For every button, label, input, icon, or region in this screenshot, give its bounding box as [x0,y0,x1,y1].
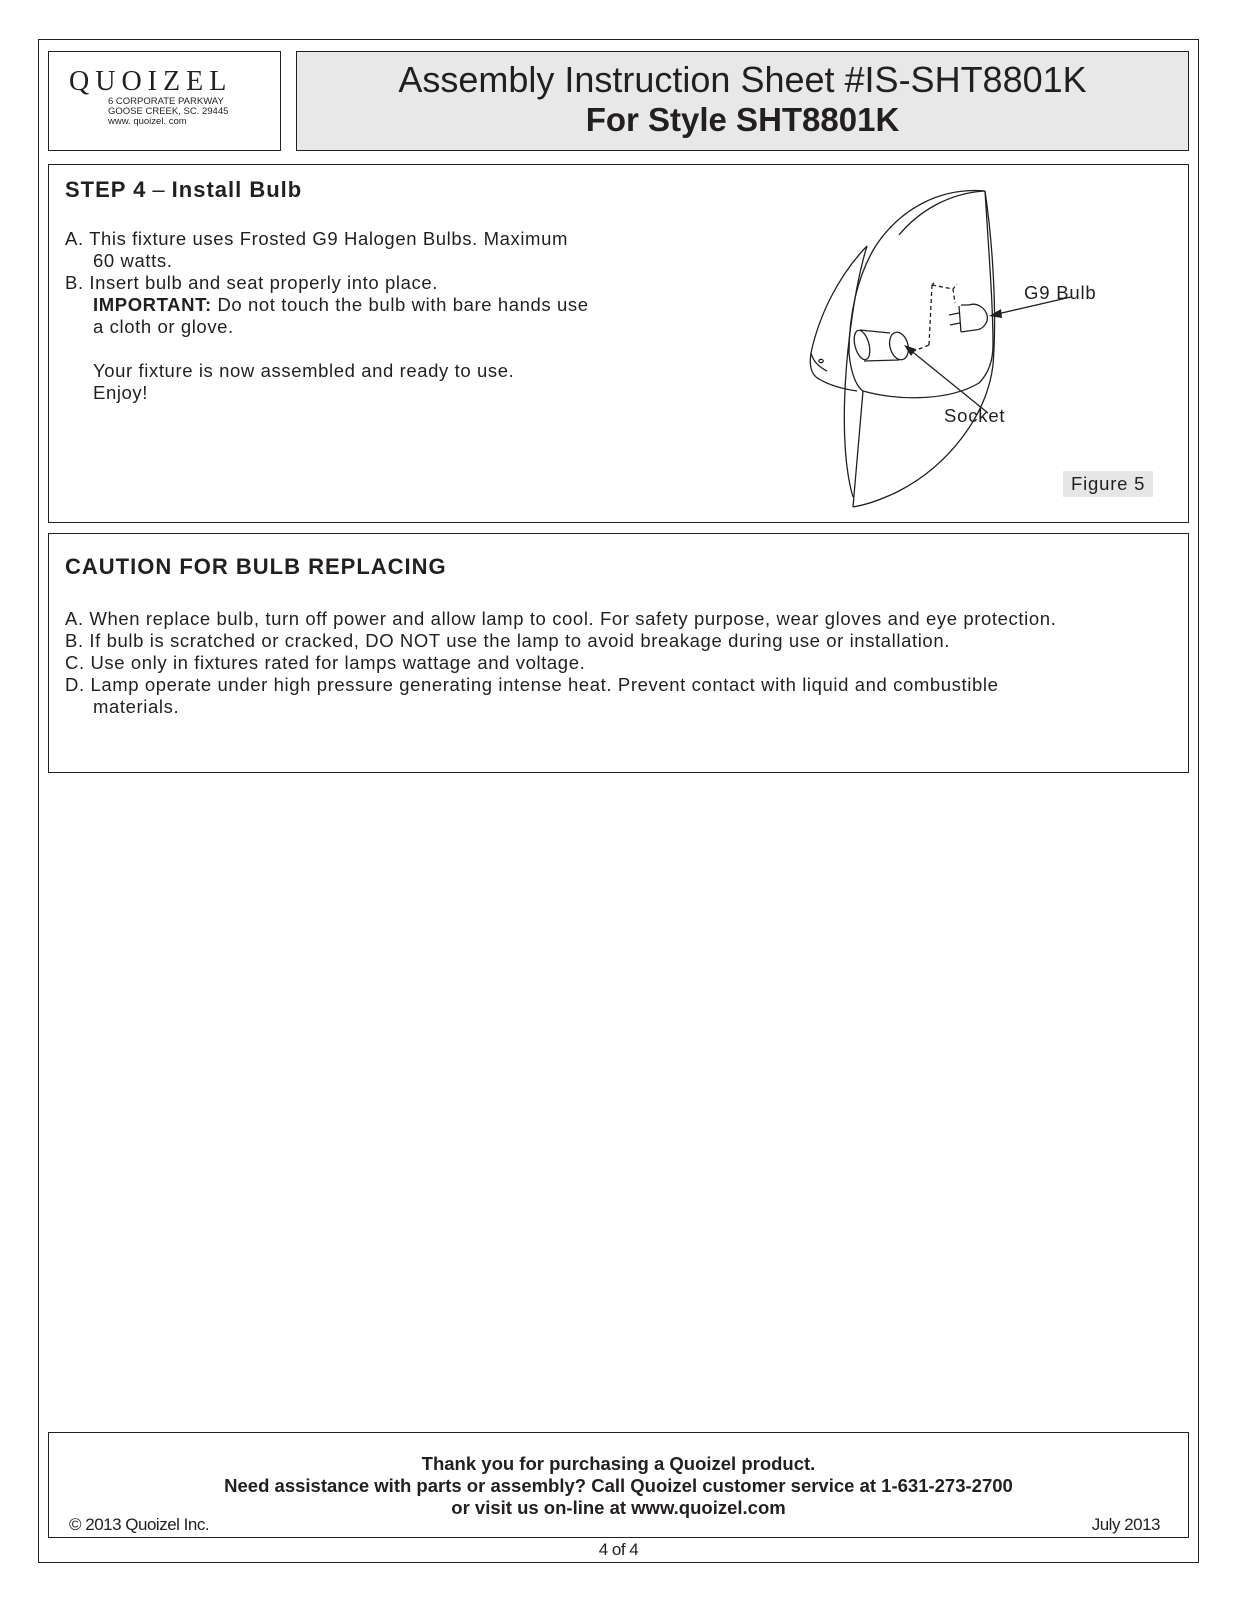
important-text: Do not touch the bulb with bare hands use [211,294,589,315]
company-address [108,97,228,127]
document-date: July 2013 [1091,1515,1160,1534]
caution-item-d: D. Lamp operate under high pressure generating intense heat. Prevent contact with liquid and combustible [65,674,999,695]
logo-box [48,51,281,151]
style-title: For Style SHT8801K [585,101,900,138]
company-website: www. quoizel. com [108,116,187,127]
footer-thank-you: Thank you for purchasing a Quoizel product. [421,1453,816,1474]
caution-heading: CAUTION FOR BULB REPLACING [65,554,447,579]
step-title: Install Bulb [171,177,303,202]
caution-list [65,608,1056,718]
caution-item-a: A. When replace bulb, turn off power and allow lamp to cool. For safety purpose, wear gloves and eye protection. [65,608,1057,629]
instruction-a-line-1: A. This fixture uses Frosted G9 Halogen Bulbs. Maximum [65,228,568,249]
sheet-title: Assembly Instruction Sheet #IS-SHT8801K [398,59,1087,100]
closing-line-1: Your fixture is now assembled and ready to use. [93,360,515,381]
footer-website: or visit us on-line at www.quoizel.com [451,1497,786,1518]
step-instructions [65,228,589,404]
figure-caption: Figure 5 [1063,471,1153,497]
step-heading [65,177,302,203]
title-box [296,51,1189,151]
instruction-a-line-2: 60 watts. [93,250,173,271]
caution-item-b: B. If bulb is scratched or cracked, DO NOT use the lamp to avoid breakage during use or installation. [65,630,950,651]
caution-section [48,533,1189,773]
address-line-2: GOOSE CREEK, SC. 29445 [108,106,229,117]
footer-box [48,1432,1189,1538]
instruction-b-line-1: B. Insert bulb and seat properly into place. [65,272,438,293]
caution-item-d-line-2: materials. [93,696,180,717]
step-dash: – [152,177,166,202]
step-4-section [48,164,1189,523]
copyright: © 2013 Quoizel Inc. [69,1515,210,1534]
important-note-line-2: a cloth or glove. [93,316,234,337]
fixture-illustration [749,165,1079,520]
step-label: STEP 4 [65,177,147,202]
footer-assistance: Need assistance with parts or assembly? Call Quoizel customer service at 1-631-273-2700 [224,1475,1013,1496]
important-label: IMPORTANT: [93,294,212,315]
caution-item-c: C. Use only in fixtures rated for lamps wattage and voltage. [65,652,586,673]
socket-label: Socket [944,405,1006,426]
closing-line-2: Enjoy! [93,382,149,403]
g9-bulb-label: G9 Bulb [1024,282,1097,303]
footer-message [49,1453,1188,1519]
page-number: 4 of 4 [598,1540,639,1559]
important-note [65,294,589,316]
address-line-1: 6 CORPORATE PARKWAY [108,96,224,107]
company-logo: QUOIZEL [69,66,233,97]
